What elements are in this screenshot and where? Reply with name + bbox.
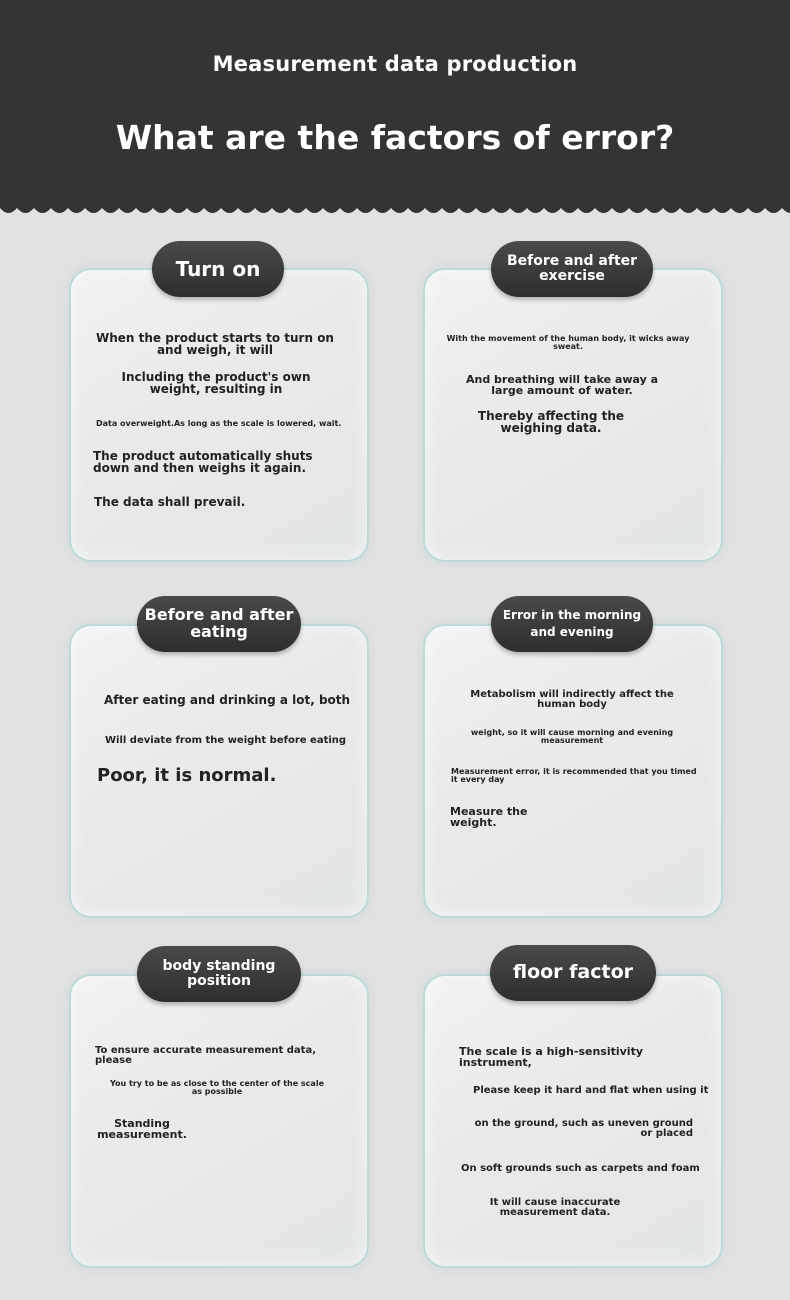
- card-turn-on: [69, 268, 369, 562]
- card-text-line: To ensure accurate measurement data, please: [95, 1045, 317, 1066]
- card-text-line: Poor, it is normal.: [97, 765, 277, 786]
- card-text-line: Data overweight.As long as the scale is lowered, wait.: [96, 419, 342, 428]
- card-label-eating: Before and after eating: [137, 596, 301, 652]
- card-text-line: Standing measurement.: [97, 1117, 187, 1141]
- card-text-line: Thereby affecting the weighing data.: [477, 409, 625, 435]
- card-text-line: And breathing will take away a large amount of water.: [465, 373, 658, 397]
- card-text-line: Will deviate from the weight before eating: [105, 735, 347, 746]
- header-banner: [0, 0, 790, 205]
- card-label-standing-position: body standing position: [137, 946, 301, 1002]
- page-subtitle: Measurement data production: [212, 52, 578, 76]
- card-text-line: The product automatically shuts down and then weighs it again.: [93, 449, 313, 475]
- card-text-line: Metabolism will indirectly affect the human body: [470, 689, 674, 710]
- header-wave-edge: [0, 200, 790, 218]
- card-text-line: On soft grounds such as carpets and foam: [461, 1163, 700, 1174]
- card-label-exercise: Before and after exercise: [491, 241, 653, 297]
- card-text-line: You try to be as close to the center of the scale as possible: [110, 1079, 324, 1096]
- card-text-line: With the movement of the human body, it wicks away sweat.: [446, 334, 690, 351]
- card-text-line: Including the product's own weight, resulting in: [121, 370, 311, 396]
- card-text-line: Measure the weight.: [450, 805, 528, 829]
- card-text-line: The scale is a high-sensitivity instrument,: [459, 1045, 644, 1069]
- card-label-turn-on: Turn on: [152, 241, 284, 297]
- card-text-line: It will cause inaccurate measurement data.: [489, 1197, 621, 1218]
- card-text-line: weight, so it will cause morning and evening measurement: [470, 728, 674, 745]
- card-label-floor-factor: floor factor: [490, 945, 656, 1001]
- page-title: What are the factors of error?: [115, 118, 675, 157]
- card-text-line: Please keep it hard and flat when using it: [473, 1085, 709, 1096]
- card-text-line: The data shall prevail.: [94, 495, 246, 509]
- card-text-line: Measurement error, it is recommended that you timed it every day: [451, 767, 697, 784]
- card-text-line: After eating and drinking a lot, both: [104, 693, 351, 707]
- card-text-line: on the ground, such as uneven ground or placed: [474, 1118, 693, 1139]
- card-label-morning-evening: Error in the morning and evening: [491, 596, 653, 652]
- card-text-line: When the product starts to turn on and weigh, it will: [96, 331, 334, 357]
